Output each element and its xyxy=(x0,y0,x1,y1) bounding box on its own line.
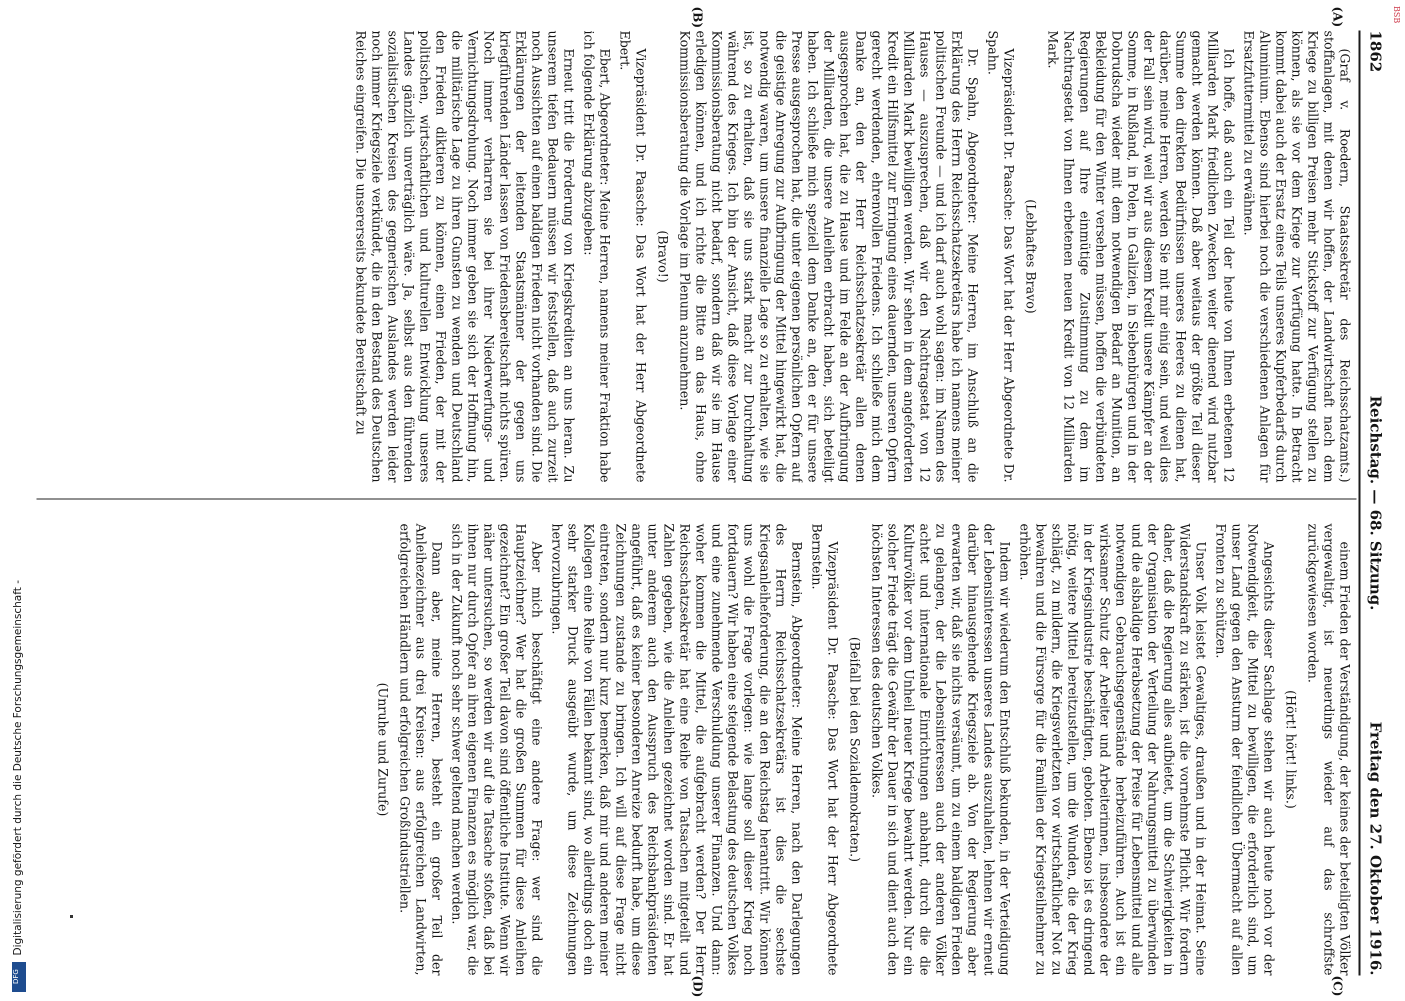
interjection: (Unruhe und Zurufe) xyxy=(375,682,391,817)
dfg-logo: DFG xyxy=(12,962,26,992)
speaker-line: Vizepräsident Dr. Paasche: Das Wort hat der Herr Abgeordnete Dr. Spahn. xyxy=(985,30,1017,483)
page-number: 1862 xyxy=(1366,30,1385,73)
paragraph: Dann aber, meine Herren, besteht ein großer Teil der Anleihezeichner aus drei Kreisen: aus erfolgreichen Landwirten, erfolgreichen Händlern und erfolgreichen Großindustriellen. xyxy=(397,523,445,976)
funding-credit: Digitalisierung gefördert durch die Deutsche Forschungsgemeinschaft - xyxy=(12,580,24,956)
margin-mark-a: (A) xyxy=(1330,6,1345,28)
paragraph: Erneut tritt die Forderung von Kriegskrediten an uns heran. Zu unserem tiefen Bedauern müssen wir feststellen, daß auch zurzeit noch Aussichten auf einen baldigen Frieden nicht vorhanden sind. Die Erklärungen der leitenden Staatsmänner der gegen uns kriegführenden Länder lassen von Friedensbereitschaft nichts spüren. Noch immer verharren sie bei ihrer Niederwerfungs- und Vernichtungsdrohung. Noch immer geben sie sich der Hoffnung hin, die militärische Lage zu ihren Gunsten zu wenden und Deutschland den Frieden diktieren zu können, einen Frieden, der mit der politischen, wirtschaftlichen und kulturellen Entwicklung unseres Landes gänzlich unverträglich wäre. Ja, selbst aus den führenden sozialistischen Kreisen des gegnerischen Auslandes werden leider noch immer Kriegsziele verkündet, die in den Bestand des Deutschen Reiches eingreifen. Die unsererseits bekundete Bereitschaft zu xyxy=(353,30,577,483)
scan-dot xyxy=(70,915,73,918)
paragraph: Unser Volk leistet Gewaltiges, draußen und in der Heimat. Seine Widerstandskraft zu stärken, ist die vornehmste Pflicht. Wir fordern daher, daß die Regierung alles aufbietet, um die Schwierigkeiten in der Organisation der Verteilung der Nahrungsmittel zu überwinden und die alsbaldige Herabsetzung der Preise für Lebensmittel und alle notwendigen Gebrauchsgegenstände herbeizuführen. Auch ist ein wirksamer Schutz der Arbeiter und Arbeiterinnen, insbesondere der in der Kriegsindustrie beschäftigten, geboten. Ebenso ist es dringend nötig, weitere Mittel bereitzustellen, um die Wunden, die der Krieg schlägt, zu mildern, die Kriegsverletzten vor wirtschaftlicher Not zu bewahren und die Fürsorge für die Familien der Kriegsteilnehmer zu erhöhen. xyxy=(1017,523,1209,976)
margin-mark-c: (C) xyxy=(1330,975,1345,997)
paragraph: Angesichts dieser Sachlage stehen wir auch heute noch vor der Notwendigkeit, die Mittel zu bewilligen, die erforderlich sind, um unser Land gegen den Ansturm der feindlichen Übermacht auf allen Fronten zu schützen. xyxy=(1213,523,1277,976)
interjection: (Bravo!) xyxy=(655,230,671,283)
paragraph: Ebert, Abgeordneter: Meine Herren, namens meiner Fraktion habe ich folgende Erklärung abzugeben: xyxy=(581,30,613,483)
session-title: Reichstag. — 68. Sitzung. xyxy=(1366,395,1385,611)
interjection: (Lebhaftes Bravo) xyxy=(1023,199,1039,314)
library-stamp: BSB xyxy=(1392,6,1401,24)
speaker-line: Vizepräsident Dr. Paasche: Das Wort hat der Herr Abgeordnete Ebert. xyxy=(617,30,649,483)
footer-credit xyxy=(12,576,34,996)
session-date: Freitag den 27. Oktober 1916. xyxy=(1366,721,1385,976)
paragraph: Dr. Spahn, Abgeordneter: Meine Herren, im Anschluß an die Erklärung des Herrn Reichsschatzsekretärs habe ich namens meiner politischen Freunde — und ich darf auch wohl sagen: im Namen des Hauses — auszusprechen, daß wir den Nachtragsetat von 12 Milliarden Mark bewilligen werden. Wir sehen in dem angeforderten Kredit ein Hilfsmittel zur Erringung eines dauernden, unseren Opfern gerecht werdenden, ehrenvollen Friedens. Ich schließe mich dem Danke an, den der Herr Reichsschatzsekretär allen denen ausgesprochen hat, die zu Hause und im Felde an der Aufbringung der Milliarden, die unsere Anleihen erbracht haben, sich beteiligt haben. Ich schließe mich speziell dem Danke an, den er für unsere Presse ausgesprochen hat, die unter eigenen persönlichen Opfern auf die geistige Anregung zur Aufbringung der Mittel hingewirkt hat, die notwendig waren, um unsere finanzielle Lage so zu erhalten, wie sie ist, so zu erhalten, daß sie uns stark macht zur Durchhaltung während des Krieges. Ich bin der Ansicht, daß diese Vorlage einer Kommissionsberatung nicht bedarf, sondern daß wir sie im Hause erledigen können, und ich richte die Bitte an das Haus, ohne Kommissionsberatung die Vorlage im Plenum anzunehmen. xyxy=(677,30,981,483)
page-header xyxy=(1359,31,1389,976)
interjection: (Beifall bei den Sozialdemokraten.) xyxy=(847,636,863,863)
column-divider xyxy=(37,499,1357,500)
paragraph: (Graf v. Roedern, Staatssekretär des Reichsschatzamts.) stoffanlagen, mit denen wir hoffen, der Landwirtschaft nach dem Kriege zu billigen Preisen mehr Stickstoff zur Verfügung stellen zu können, als sie vor dem Kriege zur Verfügung hatte. In Betracht kommt dabei auch der Ersatz eines Teils unseres Kupferbedarfs durch Aluminium. Ebenso sind hierbei noch die verschiedenen Anlagen für Ersatzfuttermittel zu erwähnen. xyxy=(1241,30,1353,483)
right-column xyxy=(43,524,1353,976)
paragraph: Bernstein, Abgeordneter: Meine Herren, nach den Darlegungen des Herrn Reichsschatzsekretärs ist dies die sechste Kriegsanleiheforderung, die an den Reichstag herantritt. Wir können uns wohl die Frage vorlegen: wie lange soll dieser Krieg noch fortdauern? Wir haben eine steigende Belastung des deutschen Volkes und eine zunehmende Verschuldung unserer Finanzen. Und dann: woher kommen die Mittel, die aufgebracht werden? Der Herr Reichsschatzsekretär hat eine Reihe von Tatsachen mitgeteilt und Zahlen gegeben, wie die Anleihen gezeichnet worden sind. Er hat unter anderem auch den Ausspruch des Reichsbankpräsidenten angeführt, daß es keiner besonderen Anreize bedurft habe, um diese Zeichnungen zustande zu bringen. Ich will auf diese Frage nicht eintreten, sondern nur kurz bemerken, daß mir und anderen meiner Kollegen eine Reihe von Fällen bekannt sind, wo allerdings doch ein sehr starker Druck ausgeübt wurde, um diese Zeichnungen hervorzubringen. xyxy=(549,523,805,976)
interjection: (Hört! hört! links.) xyxy=(1283,690,1299,809)
margin-mark-d: (D) xyxy=(690,975,705,998)
paragraph: Indem wir wiederum den Entschluß bekunden, in der Verteidigung der Lebensinteressen unseres Landes auszuhalten, lehnen wir erneut darüber hinausgehende Kriegsziele ab. Von der Regierung aber erwarten wir, daß sie nichts versäumt, um zu einem baldigen Frieden zu gelangen, der die Lebensinteressen auch der anderen Völker achtet und internationale Einrichtungen anbahnt, durch die die Kulturvölker vor dem Unheil neuer Kriege bewahrt werden. Nur ein solcher Friede trägt die Gewähr der Dauer in sich und dient auch den höchsten Interessen des deutschen Volkes. xyxy=(869,523,1013,976)
paragraph: einem Frieden der Verständigung, der keines der beteiligten Völker vergewaltigt, ist neuerdings wieder auf das schroffste zurückgewiesen worden. xyxy=(1305,523,1353,976)
margin-mark-b: (B) xyxy=(690,6,705,28)
paragraph: Aber mich beschäftigt eine andere Frage: wer sind die Hauptzeichner? Wer hat die großen Summen für diese Anleihen gezeichnet? Ein großer Teil davon sind öffentliche Institute. Wenn wir näher untersuchen, so werden wir auf die Tatsache stoßen, daß bei ihnen nur durch Opfer an ihren eigenen Finanzen es möglich war, die sich in der Zukunft noch sehr schwer geltend machen werden. xyxy=(449,523,545,976)
speaker-line: Vizepräsident Dr. Paasche: Das Wort hat der Herr Abgeordnete Bernstein. xyxy=(809,523,841,976)
paragraph: Ich hoffe, daß auch ein Teil der heute von Ihnen erbetenen 12 Milliarden Mark friedlichen Zwecken weiter dienend wird nutzbar gemacht werden können. Daß aber weitaus der größte Teil dieser Summe den direkten Bedürfnissen unseres Heeres zu dienen hat, darüber, meine Herren, werden Sie mit mir einig sein, und weil dies der Fall sein wird, weil wir aus diesem Kredit unsere Kämpfer an der Somme, in Rußland, in Polen, in Galizien, in Siebenbürgen und in der Dobrudscha wieder mit dem notwendigen Bedarf an Munition, an Bekleidung für den Winter versehen müssen, hoffen die verbündeten Regierungen auf Ihre einmütige Zustimmung zu dem im Nachtragsetat von Ihnen erbetenen neuen Kredit von 12 Milliarden Mark. xyxy=(1045,30,1237,483)
left-column xyxy=(43,31,1353,483)
rotated-page xyxy=(0,1,1405,1001)
